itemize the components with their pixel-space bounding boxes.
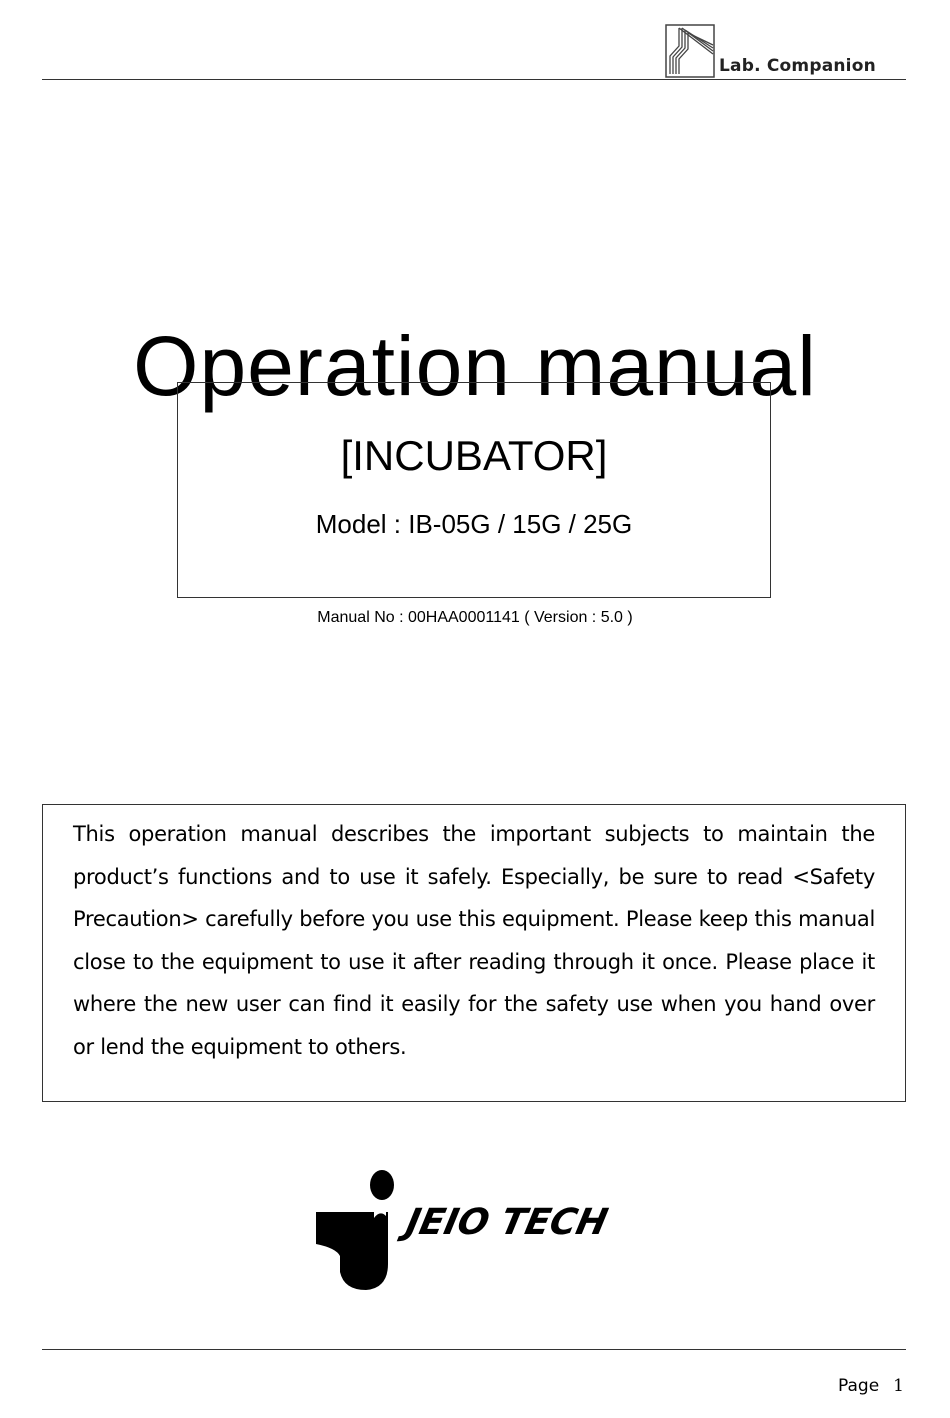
document-title: Operation manual bbox=[133, 319, 817, 414]
page-value: 1 bbox=[893, 1376, 904, 1396]
jeio-tech-logo-icon bbox=[310, 1160, 640, 1300]
brand-name: Lab. Companion bbox=[719, 56, 876, 76]
header-logo bbox=[665, 22, 885, 78]
notice-text: This operation manual describes the important subjects to maintain the product’s functions and to use it safely. Especially, be sure to read <Safety Precaution> carefully before you use this equipment. Please keep this manual close to the equipment to use it after reading through it once. Please place it where the new user can find it easily for the safety use when you hand over or lend the equipment to others. bbox=[73, 822, 875, 1059]
notice-box bbox=[42, 804, 906, 1102]
page-number bbox=[838, 1376, 904, 1396]
page-label: Page bbox=[838, 1376, 880, 1396]
product-box bbox=[177, 382, 771, 598]
jeio-tech-logo bbox=[310, 1160, 640, 1300]
manual-number: Manual No : 00HAA0001141 ( Version : 5.0 ) bbox=[317, 609, 633, 626]
model-numbers: Model : IB-05G / 15G / 25G bbox=[315, 509, 633, 539]
lab-companion-logo-icon bbox=[665, 24, 715, 78]
svg-text:JEIO TECH: JEIO TECH bbox=[402, 1200, 612, 1243]
footer-divider bbox=[42, 1349, 906, 1350]
header-divider bbox=[42, 79, 906, 80]
product-name: [INCUBATOR] bbox=[340, 432, 608, 479]
